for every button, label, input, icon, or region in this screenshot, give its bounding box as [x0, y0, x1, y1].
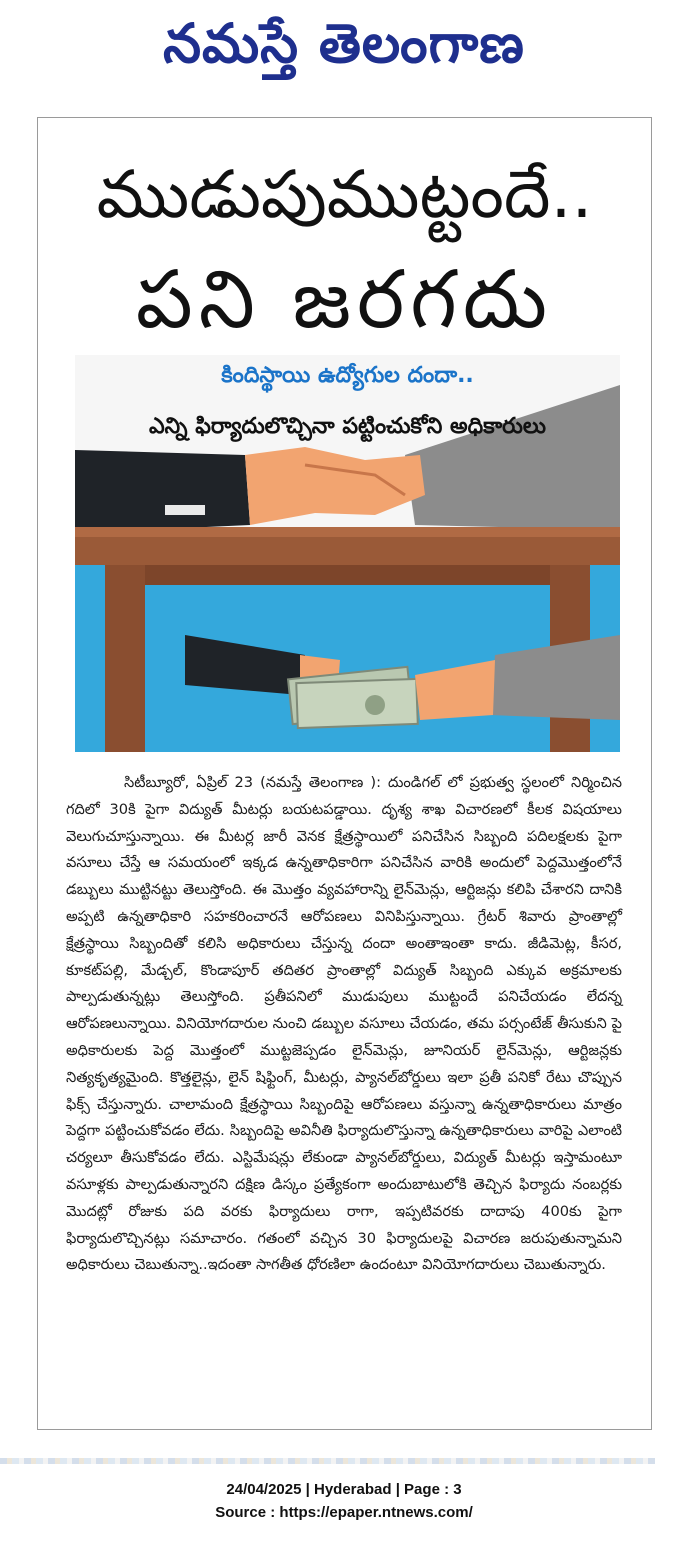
headline-line2: పని జరగదు — [135, 253, 554, 346]
masthead-logo: నమస్తే తెలంగాణ — [163, 12, 525, 75]
page-edge-strip — [0, 1458, 655, 1464]
headline-line1: ముడుపుముట్టందే.. — [96, 156, 593, 233]
subheadline-black: ఎన్ని ఫిర్యాదులొచ్చినా పట్టించుకోని అధికారులు — [148, 414, 547, 439]
subheadline-blue: కిందిస్థాయి ఉద్యోగుల దందా.. — [221, 363, 474, 388]
footer-source-link[interactable]: Source : https://epaper.ntnews.com/ — [215, 1504, 473, 1521]
footer-date-page: 24/04/2025 | Hyderabad | Page : 3 — [226, 1481, 462, 1498]
article-body — [66, 770, 622, 1279]
article-paragraph: సిటీబ్యూరో, ఏప్రిల్ 23 (నమస్తే తెలంగాణ ): దుండిగల్ లో ప్రభుత్వ స్థలంలో నిర్మించిన గదిలో 30కి పైగా విద్యుత్ మీటర్లు బయటపడ్డాయి. దృశ్య శాఖ విచారణలో కీలక విషయాలు వెలుగుచూస్తున్నాయి. ఈ మీటర్ల జారీ వెనక క్షేత్రస్థాయిలో పనిచేసిన సిబ్బంది పదిలక్షలకు పైగా వసూలు చేస్తే ఆ సమయంలో ఇక్కడ ఉన్నతాధికారిగా పనిచేసిన వారికి అందులో పెద్దమొత్తంలోనే డబ్బులు ముట్టినట్టు తెలుస్తోంది. ఈ మొత్తం వ్యవహారాన్ని లైన్‌మెన్లు, ఆర్టిజన్లు కలిపి చేశారని దానికి అప్పటి ఉన్నతాధికారి సహకరించారనే ఆరోపణలు వినిపిస్తున్నాయి. గ్రేటర్ శివారు ప్రాంతాల్లో క్షేత్రస్థాయి సిబ్బందితో కలిసి అధికారులు చేస్తున్న దందా అంతాఇంతా కాదు. జీడిమెట్ల, కీసర, కూకట్‌పల్లి, మేడ్చల్, కొండాపూర్ తదితర ప్రాంతాల్లో విద్యుత్ సిబ్బంది ఎక్కువ అక్రమాలకు పాల్పడుతున్నట్లు తెలుస్తోంది. ప్రతీపనిలో ముడుపులు ముట్టందే పనిచేయడం లేదన్న ఆరోపణలున్నాయి. వినియోగదారుల నుంచి డబ్బుల వసూలు చేయడం, తమ పర్సంటేజ్ తీసుకుని పై అధికారులకు పెద్ద మొత్తంలో ముట్టజెప్పడం లైన్‌మెన్లు, జూనియర్ లైన్‌మెన్లు, ఆర్టిజన్లకు నిత్యకృత్యమైంది. కొత్తలైన్లు, లైన్ షిఫ్టింగ్, మీటర్లు, ప్యానల్‌బోర్డులు ఇలా ప్రతీ పనికో రేటు చొప్పున ఫిక్స్ చేస్తున్నారు. చాలామంది క్షేత్రస్థాయి సిబ్బందిపై ఆరోపణలు వస్తున్నా ఉన్నతాధికారులు మాత్రం పెద్దగా పట్టించుకోవడం లేదు. సిబ్బందిపై అవినీతి ఫిర్యాదులొస్తున్నా ఉన్నతాధికారులు వారిపై ఎలాంటి చర్యలూ తీసుకోవడం లేదు. ఎస్టిమేషన్లు లేకుండా ప్యానల్‌బోర్డులు, విద్యుత్ మీటర్లు ఇస్తామంటూ వసూళ్లకు పాల్పడుతున్నారని దక్షిణ డిస్కం ప్రత్యేకంగా అందుబాటులోకి తెచ్చిన ఫిర్యాదు నంబర్లకు మొదట్లో రోజుకు పది వరకు ఫిర్యాదులు రాగా, ఇప్పటివరకు దాదాపు 400కు పైగా ఫిర్యాదులొచ్చినట్లు సమాచారం. గతంలో వచ్చిన 30 ఫిర్యాదులపై విచారణ జరుపుతున్నామని అధికారులు చెబుతున్నా..ఇదంతా సాగతీత ధోరణిలా ఉందంటూ వినియోగదారులు చెబుతున్నారు. — [66, 774, 622, 1274]
